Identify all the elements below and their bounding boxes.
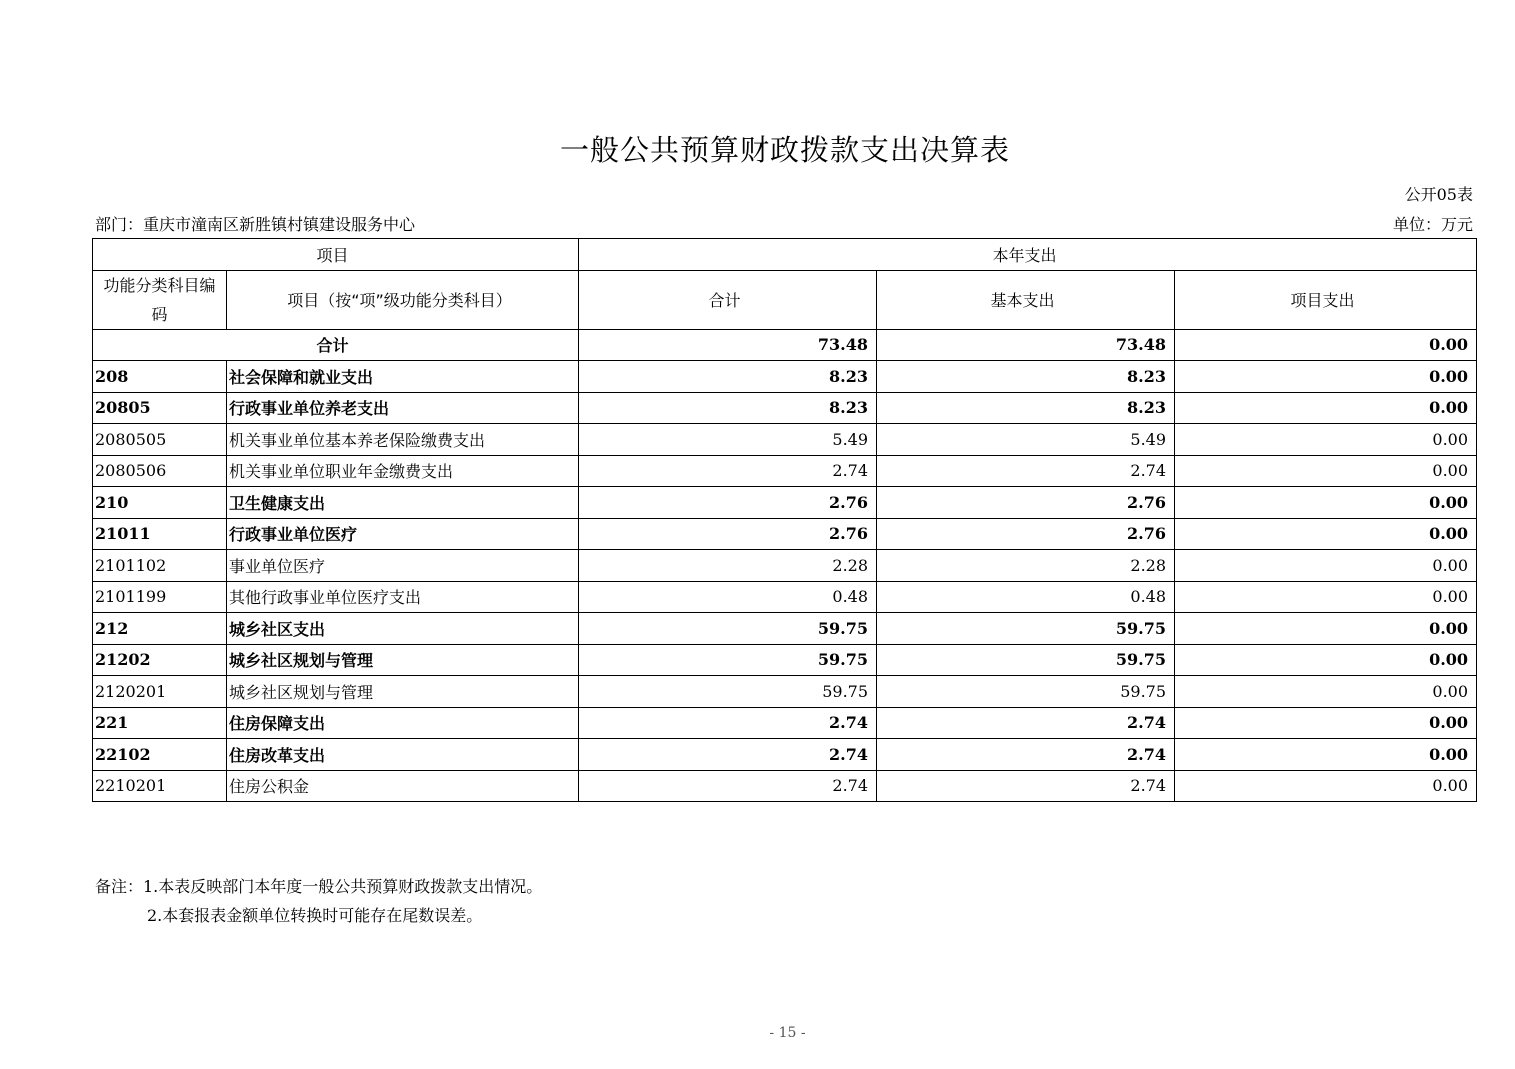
row-total: 8.23 [579,361,877,393]
row-total: 2.28 [579,550,877,582]
row-total: 2.74 [579,707,877,739]
row-code: 22102 [93,739,227,771]
total-sum: 73.48 [579,329,877,361]
unit-label: 单位：万元 [1392,215,1473,234]
table-row [93,392,1477,424]
row-basic: 2.74 [877,455,1175,487]
row-name: 住房公积金 [227,770,579,802]
row-code: 2120201 [93,676,227,708]
row-basic: 2.76 [877,518,1175,550]
row-code: 221 [93,707,227,739]
row-basic: 2.74 [877,770,1175,802]
table-row [93,581,1477,613]
row-name: 住房保障支出 [227,707,579,739]
row-project: 0.00 [1175,581,1477,613]
total-basic: 73.48 [877,329,1175,361]
row-project: 0.00 [1175,518,1477,550]
row-basic: 2.76 [877,487,1175,519]
row-name: 社会保障和就业支出 [227,361,579,393]
header-row-2 [93,270,1477,329]
header-item: 项目（按“项”级功能分类科目） [227,270,579,329]
row-code: 2101199 [93,581,227,613]
table-row [93,518,1477,550]
row-basic: 5.49 [877,424,1175,456]
row-basic: 59.75 [877,644,1175,676]
table-row [93,455,1477,487]
row-project: 0.00 [1175,707,1477,739]
row-project: 0.00 [1175,392,1477,424]
header-code: 功能分类科目编码 [93,270,227,329]
row-name: 城乡社区规划与管理 [227,644,579,676]
row-project: 0.00 [1175,613,1477,645]
row-project: 0.00 [1175,455,1477,487]
row-code: 2080506 [93,455,227,487]
row-code: 21011 [93,518,227,550]
page-title: 一般公共预算财政拨款支出决算表 [559,133,1010,167]
row-name: 机关事业单位职业年金缴费支出 [227,455,579,487]
row-code: 20805 [93,392,227,424]
table-row [93,644,1477,676]
row-total: 2.76 [579,518,877,550]
page-number: - 15 - [769,1025,806,1041]
table-row [93,550,1477,582]
table-row [93,613,1477,645]
table-row [93,487,1477,519]
row-basic: 8.23 [877,361,1175,393]
row-name: 行政事业单位养老支出 [227,392,579,424]
row-project: 0.00 [1175,770,1477,802]
row-total: 8.23 [579,392,877,424]
row-name: 事业单位医疗 [227,550,579,582]
row-project: 0.00 [1175,487,1477,519]
row-name: 其他行政事业单位医疗支出 [227,581,579,613]
row-name: 城乡社区规划与管理 [227,676,579,708]
row-code: 210 [93,487,227,519]
row-basic: 8.23 [877,392,1175,424]
row-code: 2210201 [93,770,227,802]
note-line-1: 备注：1.本表反映部门本年度一般公共预算财政拨款支出情况。 [95,877,543,896]
header-basic: 基本支出 [877,270,1175,329]
table-number: 公开05表 [1404,185,1473,204]
header-project-exp: 项目支出 [1175,270,1477,329]
table-row [93,707,1477,739]
total-project: 0.00 [1175,329,1477,361]
row-total: 59.75 [579,613,877,645]
table-row [93,739,1477,771]
row-project: 0.00 [1175,676,1477,708]
row-total: 59.75 [579,644,877,676]
table-row [93,770,1477,802]
header-row-1 [93,239,1477,271]
row-total: 59.75 [579,676,877,708]
row-name: 卫生健康支出 [227,487,579,519]
table-row [93,424,1477,456]
row-code: 2101102 [93,550,227,582]
row-basic: 0.48 [877,581,1175,613]
row-total: 2.74 [579,739,877,771]
row-project: 0.00 [1175,424,1477,456]
notes [95,872,542,930]
department-label: 部门：重庆市潼南区新胜镇村镇建设服务中心 [95,215,416,234]
note-line-2: 2.本套报表金额单位转换时可能存在尾数误差。 [147,906,483,925]
expenditure-table [92,238,1477,802]
row-total: 0.48 [579,581,877,613]
header-current-year: 本年支出 [579,239,1477,271]
row-name: 机关事业单位基本养老保险缴费支出 [227,424,579,456]
table-row [93,361,1477,393]
table-row [93,676,1477,708]
row-total: 5.49 [579,424,877,456]
row-name: 城乡社区支出 [227,613,579,645]
row-project: 0.00 [1175,644,1477,676]
total-label: 合计 [93,329,579,361]
row-project: 0.00 [1175,361,1477,393]
row-basic: 2.28 [877,550,1175,582]
header-project: 项目 [93,239,579,271]
row-code: 21202 [93,644,227,676]
row-code: 212 [93,613,227,645]
row-name: 住房改革支出 [227,739,579,771]
row-project: 0.00 [1175,550,1477,582]
row-total: 2.74 [579,770,877,802]
row-total: 2.74 [579,455,877,487]
header-total: 合计 [579,270,877,329]
row-code: 208 [93,361,227,393]
row-project: 0.00 [1175,739,1477,771]
row-basic: 59.75 [877,613,1175,645]
row-total: 2.76 [579,487,877,519]
row-basic: 2.74 [877,739,1175,771]
total-row [93,329,1477,361]
row-basic: 59.75 [877,676,1175,708]
row-name: 行政事业单位医疗 [227,518,579,550]
row-basic: 2.74 [877,707,1175,739]
row-code: 2080505 [93,424,227,456]
